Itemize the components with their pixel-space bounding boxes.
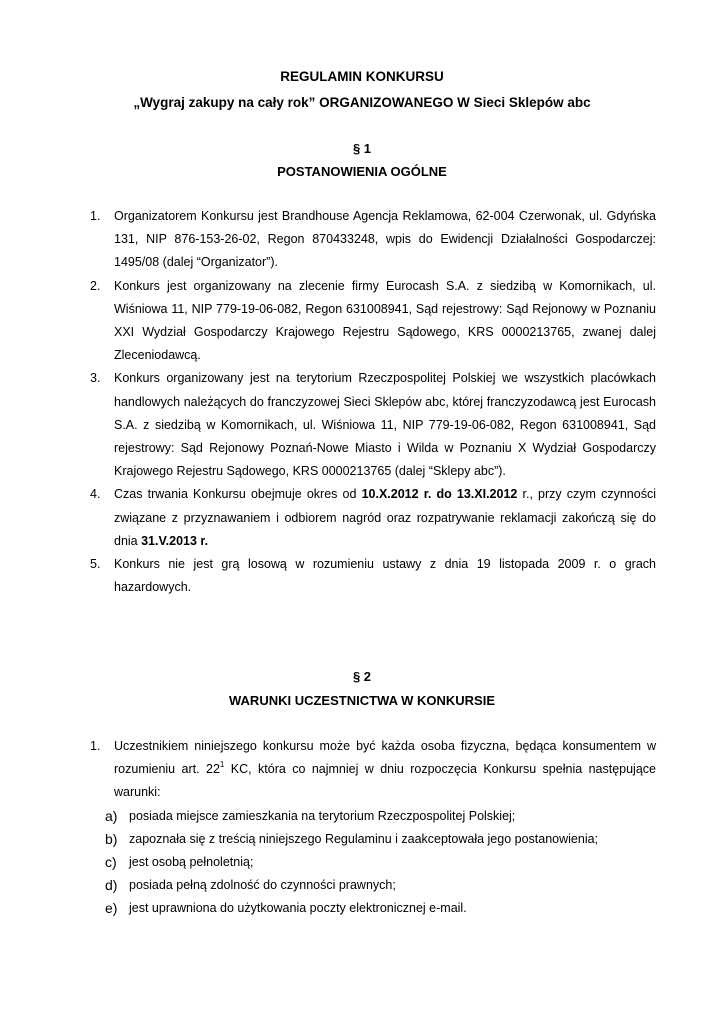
sub-item-text: posiada miejsce zamieszkania na terytorium Rzeczpospolitej Polskiej; (129, 808, 516, 823)
list-item (90, 205, 656, 275)
item-number: 1. (90, 739, 101, 753)
sub-item-text: jest osobą pełnoletnią; (129, 855, 254, 870)
sub-list-item (90, 897, 656, 920)
item-number: 2. (90, 278, 101, 293)
sub-list-item (90, 805, 656, 828)
list-item (90, 735, 656, 805)
list-item (90, 367, 656, 483)
item-number: 4. (90, 487, 101, 502)
item-end-date: 31.V.2013 r. (141, 533, 209, 548)
sub-item-letter: c) (105, 854, 117, 871)
sub-item-letter: d) (105, 877, 118, 894)
sub-item-letter: e) (105, 900, 118, 917)
section-2-heading: WARUNKI UCZESTNICTWA W KONKURSIE (228, 693, 495, 708)
item-text: KC, która co najmniej w dniu rozpoczęcia Konkursu spełnia następujące warunki: (114, 762, 656, 800)
document-title: REGULAMIN KONKURSU (280, 69, 444, 84)
document-subtitle: „Wygraj zakupy na cały rok” ORGANIZOWANEGO W Sieci Sklepów abc (133, 95, 591, 110)
section-1-number: § 1 (352, 141, 372, 156)
sub-item-text: posiada pełną zdolność do czynności prawnych; (129, 878, 396, 893)
item-text: Uczestnikiem niniejszego konkursu może być każda osoba fizyczna, będąca konsumentem w rozumieniu art. 22 (114, 739, 656, 777)
item-number: 3. (90, 371, 101, 386)
item-text: Konkurs organizowany jest na terytorium Rzeczpospolitej Polskiej we wszystkich placówkach handlowych należących do franczyzowej Sieci Sklepów abc, której franczyzodawcą jest Eurocash S.A. z siedzibą w Komornikach, ul. Wiśniowa 11, NIP 779-19-06-082, Regon 631008941, Sąd rejestrowy: Sąd Rejonowy Poznań-Nowe Miasto i Wilda w Poznaniu X Wydział Gospodarczy Krajowego Rejestru Sądowego, KRS 0000213765 (dalej “Sklepy abc”). (114, 371, 656, 479)
item-number: 5. (90, 557, 101, 572)
section-1-heading: POSTANOWIENIA OGÓLNE (277, 164, 447, 179)
sub-item-letter: b) (105, 830, 118, 847)
list-item (90, 483, 656, 553)
section-2-list (90, 735, 656, 921)
item-text: r., przy czym czynności związane z przyznawaniem i odbiorem nagród oraz rozpatrywanie reklamacji zakończą się do dnia (114, 487, 656, 548)
item-text: Konkurs jest organizowany na zlecenie firmy Eurocash S.A. z siedzibą w Komornikach, ul. Wiśniowa 11, NIP 779-19-06-082, Regon 631008941, Sąd rejestrowy: Sąd Rejonowy w Poznaniu XXI Wydział Gospodarczy Krajowego Rejestru Sądowego, KRS 0000213765, zwanej dalej Zleceniodawcą. (114, 278, 656, 363)
item-date-range: 10.X.2012 r. do 13.XI.2012 (361, 487, 518, 502)
list-item (90, 553, 656, 599)
sub-item-text: zapoznała się z treścią niniejszego Regulaminu i zaakceptowała jego postanowienia; (129, 831, 599, 846)
item-text: Organizatorem Konkursu jest Brandhouse Agencja Reklamowa, 62-004 Czerwonak, ul. Gdyńska 131, NIP 876-153-26-02, Regon 870433248, wpis do Ewidencji Działalności Gospodarczej: 1495/08 (dalej “Organizator”). (114, 209, 656, 270)
list-item (90, 275, 656, 368)
sub-list-item (90, 874, 656, 897)
section-2-number: § 2 (352, 669, 372, 684)
sub-item-letter: a) (105, 807, 118, 824)
sub-item-text: jest uprawniona do użytkowania poczty elektronicznej e-mail. (129, 901, 467, 916)
item-text: Czas trwania Konkursu obejmuje okres od (114, 487, 362, 502)
sub-list-item (90, 828, 656, 851)
item-number: 1. (90, 209, 101, 223)
superscript: 1 (219, 760, 225, 770)
section-1-list (90, 205, 656, 599)
item-text: Konkurs nie jest grą losową w rozumieniu ustawy z dnia 19 listopada 2009 r. o grach hazardowych. (114, 557, 656, 595)
sub-list-item (90, 851, 656, 874)
